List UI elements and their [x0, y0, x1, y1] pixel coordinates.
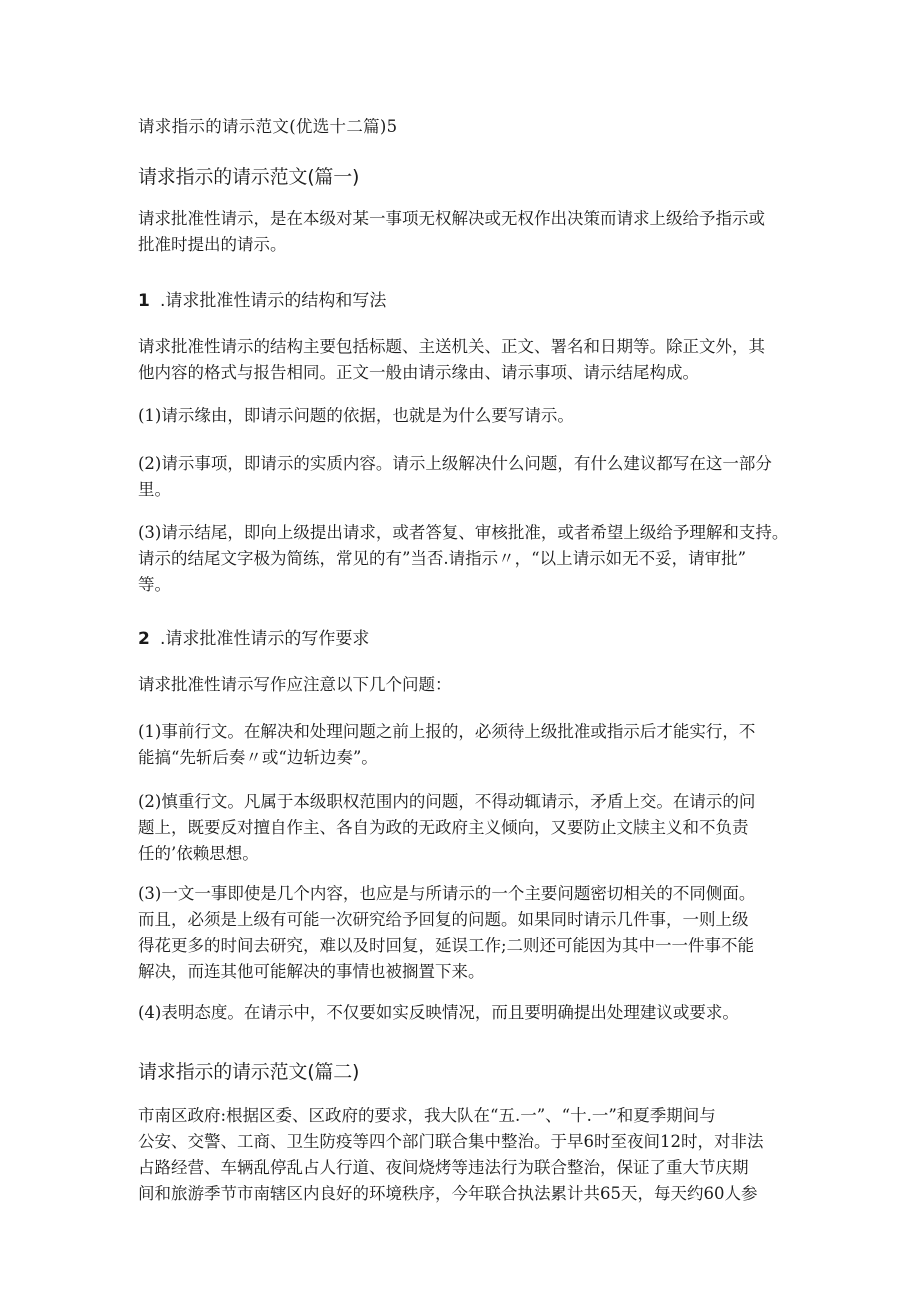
- subsection-number: 2: [138, 629, 150, 649]
- subsection-heading-2: [138, 624, 369, 649]
- paragraph: [138, 1000, 788, 1026]
- subsection-title: .请求批准性请示的结构和写法: [160, 291, 387, 311]
- text-line: (2)请示事项，即请示的实质内容。请示上级解决什么问题，有什么建议都写在这一部分: [138, 454, 772, 473]
- text-line: 等。: [138, 575, 171, 594]
- text-line: 解决，而连其他可能解决的事情也被搁置下来。: [138, 962, 485, 981]
- text-line: 市南区政府:根据区委、区政府的要求，我大队在“五.一”、“十.一”和夏季期间与: [138, 1106, 716, 1125]
- text-line: 而且，必须是上级有可能一次研究给予回复的问题。如果同时请示几件事，一则上级: [138, 910, 749, 929]
- text-line: 公安、交警、工商、卫生防疫等四个部门联合集中整治。于早6时至夜间12时，对非法: [138, 1132, 764, 1151]
- text-line: 请求批准性请示写作应注意以下几个问题：: [138, 675, 452, 694]
- paragraph: [138, 789, 788, 867]
- text-line: 占路经营、车辆乱停乱占人行道、夜间烧烤等违法行为联合整治，保证了重大节庆期: [138, 1158, 749, 1177]
- subsection-heading-1: [138, 286, 386, 311]
- text-line: 批准时提出的请示。: [138, 235, 287, 254]
- text-line: 题上，既要反对擅自作主、各自为政的无政府主义倾向，又要防止文牍主义和不负责: [138, 818, 749, 837]
- text-line: 得花更多的时间去研究，难以及时回复，延误工作;二则还可能因为其中一一件事不能: [138, 936, 755, 955]
- document-title: 请求指示的请示范文(优选十二篇)5: [138, 117, 398, 136]
- text-line: 请求批准性请示，是在本级对某一事项无权解决或无权作出决策而请求上级给予指示或: [138, 209, 765, 228]
- paragraph: [138, 451, 788, 503]
- section1-intro-paragraph: [138, 206, 788, 258]
- section-heading-1: 请求指示的请示范文(篇一): [138, 166, 360, 188]
- text-line: 任的’依赖思想。: [138, 844, 259, 863]
- paragraph: [138, 403, 788, 429]
- text-line: 里。: [138, 480, 171, 499]
- paragraph: [138, 334, 788, 386]
- paragraph: [138, 1103, 788, 1207]
- paragraph: [138, 520, 788, 598]
- text-line: 间和旅游季节市南辖区内良好的环境秩序，今年联合执法累计共65天，每天约60人参: [138, 1184, 758, 1203]
- text-line: (2)慎重行文。凡属于本级职权范围内的问题，不得动辄请示，矛盾上交。在请示的问: [138, 792, 756, 811]
- text-line: (3)请示结尾，即向上级提出请求，或者答复、审核批准，或者希望上级给予理解和支持。: [138, 523, 789, 542]
- text-line: 请示的结尾文字极为简练，常见的有”当否.请指示〃，“以上请示如无不妥，请审批”: [138, 549, 747, 568]
- paragraph: [138, 719, 788, 771]
- text-line: (4)表明态度。在请示中，不仅要如实反映情况，而且要明确提出处理建议或要求。: [138, 1003, 739, 1022]
- paragraph: [138, 881, 788, 985]
- section-heading-2: 请求指示的请示范文(篇二): [138, 1061, 360, 1083]
- text-line: 能搞“先斩后奏〃或“边斩边奏”。: [138, 748, 378, 767]
- text-line: (1)请示缘由，即请示问题的依据，也就是为什么要写请示。: [138, 406, 574, 425]
- text-line: 他内容的格式与报告相同。正文一般由请示缘由、请示事项、请示结尾构成。: [138, 363, 699, 382]
- text-line: 请求批准性请示的结构主要包括标题、主送机关、正文、署名和日期等。除正文外，其: [138, 337, 765, 356]
- text-line: (3)一文一事即使是几个内容，也应是与所请示的一个主要问题密切相关的不同侧面。: [138, 884, 756, 903]
- paragraph: [138, 672, 788, 698]
- subsection-title: .请求批准性请示的写作要求: [160, 629, 370, 649]
- text-line: (1)事前行文。在解决和处理问题之前上报的，必须待上级批准或指示后才能实行，不: [138, 722, 756, 741]
- subsection-number: 1: [138, 291, 150, 311]
